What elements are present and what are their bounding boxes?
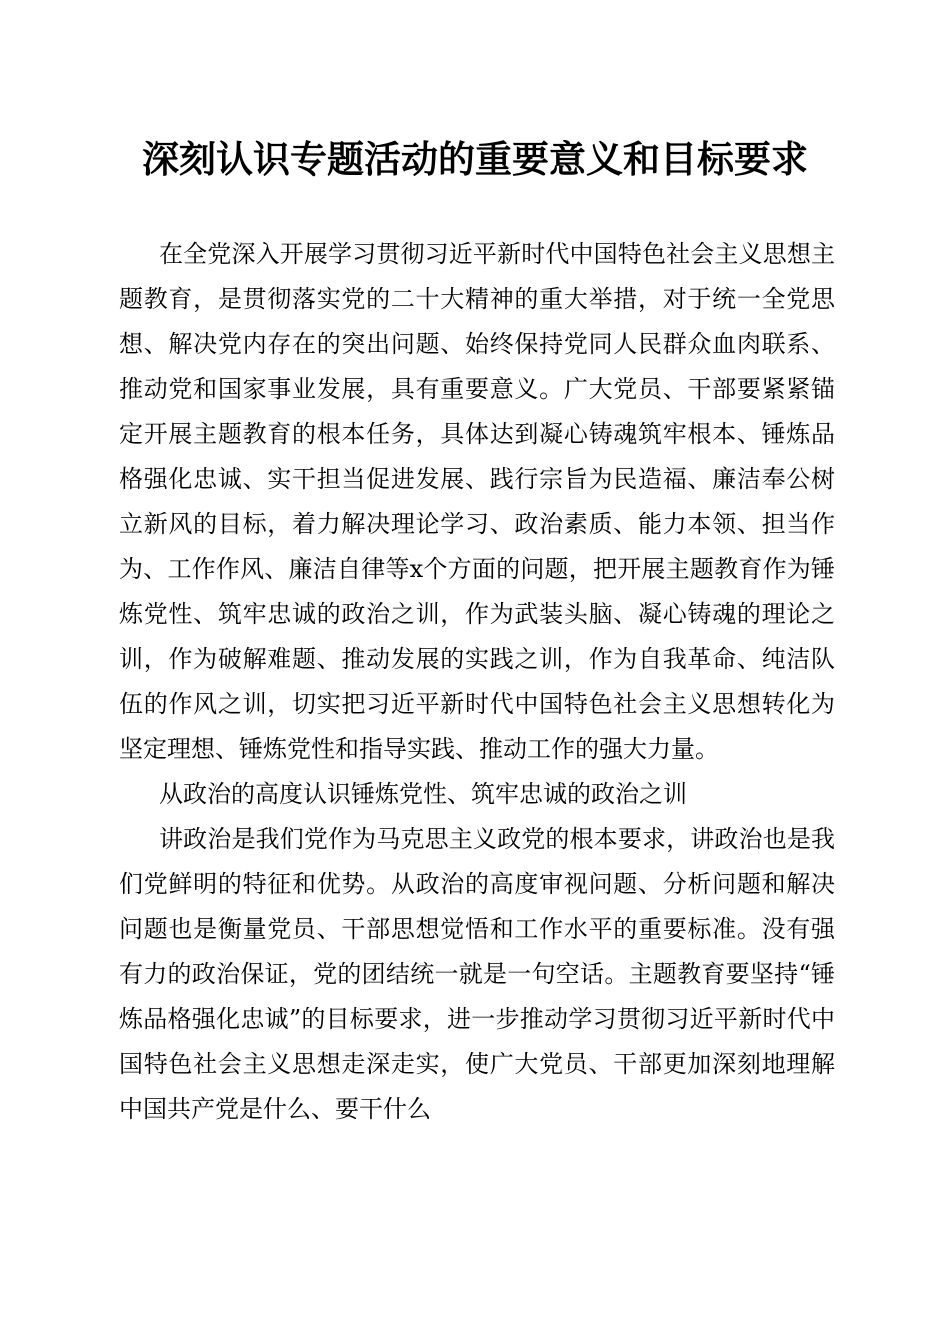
paragraph-intro: 在全党深入开展学习贯彻习近平新时代中国特色社会主义思想主题教育，是贯彻落实党的二十大精神的重大举措，对于统一全党思想、解决党内存在的突出问题、始终保持党同人民群众血肉联系、推动党和国家事业发展，具有重要意义。广大党员、干部要紧紧锚定开展主题教育的根本任务，具体达到凝心铸魂筑牢根本、锤炼品格强化忠诚、实干担当促进发展、践行宗旨为民造福、廉洁奉公树立新风的目标，着力解决理论学习、政治素质、能力本领、担当作为、工作作风、廉洁自律等x个方面的问题，把开展主题教育作为锤炼党性、筑牢忠诚的政治之训，作为武装头脑、凝心铸魂的理论之训，作为破解难题、推动发展的实践之训，作为自我革命、纯洁队伍的作风之训，切实把习近平新时代中国特色社会主义思想转化为坚定理想、锤炼党性和指导实践、推动工作的强大力量。 [119, 240, 835, 763]
section-heading: 从政治的高度认识锤炼党性、筑牢忠诚的政治之训 [159, 780, 687, 808]
document-body [119, 232, 835, 1132]
document-title: 深刻认识专题活动的重要意义和目标要求 [142, 137, 808, 181]
paragraph-politics: 讲政治是我们党作为马克思主义政党的根本要求，讲政治也是我们党鲜明的特征和优势。从政治的高度审视问题、分析问题和解决问题也是衡量党员、干部思想觉悟和工作水平的重要标准。没有强有力的政治保证，党的团结统一就是一句空话。主题教育要坚持“锤炼品格强化忠诚”的目标要求，进一步推动学习贯彻习近平新时代中国特色社会主义思想走深走实，使广大党员、干部更加深刻地理解中国共产党是什么、要干什么 [119, 825, 835, 1123]
